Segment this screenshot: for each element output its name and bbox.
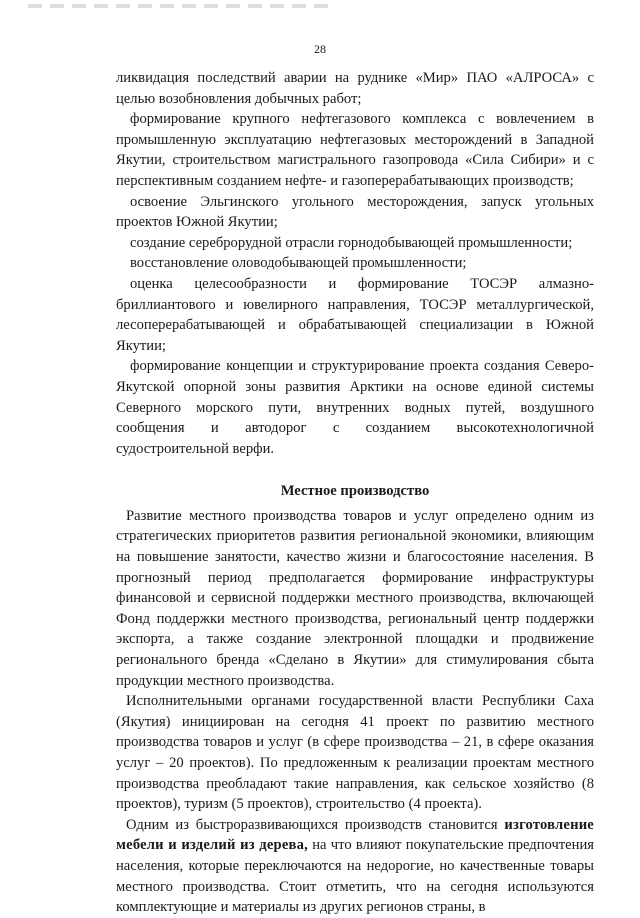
paragraph-text: на что влияют покупательские предпочтения населения, которые переключаются на недорогие, но качественные товары местного производства. Стоит отметить, что на сегодня используются комплектующие и материалы из других регионов страны, в	[116, 837, 594, 916]
body-paragraph: Исполнительными органами государственной власти Республики Саха (Якутия) инициирован на сегодня 41 проект по развитию местного производства товаров и услуг (в сфере производства – 21, в сфере оказания услуг – 20 проектов). По предложенным к реализации проектам местного производства преобладают такие направления, как сельское хозяйство (8 проектов), туризм (5 проектов), строительство (4 проекта).	[116, 693, 594, 813]
body-paragraph	[116, 815, 594, 918]
page-number: 28	[314, 42, 326, 56]
scan-artifact	[28, 4, 328, 8]
list-item: освоение Эльгинского угольного месторождения, запуск угольных проектов Южной Якутии;	[116, 193, 594, 231]
list-item: восстановление оловодобывающей промышленности;	[130, 255, 467, 272]
list-item: создание сереброрудной отрасли горнодобывающей промышленности;	[130, 234, 573, 251]
section-heading: Местное производство	[280, 483, 430, 500]
list-item: оценка целесообразности и формирование ТОСЭР алмазно-бриллиантового и ювелирного направления, ТОСЭР металлургической, лесоперерабатывающей и обрабатывающей специализации в Южной Якутии;	[116, 275, 594, 354]
page-content	[116, 68, 594, 918]
paragraph-text: Одним из быстроразвивающихся производств становится	[126, 816, 505, 833]
emphasized-text: изготовление мебели и изделий из дерева,	[116, 816, 594, 854]
list-item: формирование концепции и структурирование проекта создания Северо-Якутской опорной зоны развития Арктики на основе единой системы Северного морского пути, внутренних водных путей, воздушного сообщения и автодорог с созданием высокотехнологичной судостроительной верфи.	[116, 358, 594, 457]
body-paragraph: Развитие местного производства товаров и услуг определено одним из стратегических приоритетов развития региональной экономики, влияющим на повышение занятости, качество жизни и благосостояние населения. В прогнозный период предполагается формирование инфраструктуры финансовой и сервисной поддержки местного производства, включающей Фонд поддержки местного производства, региональный центр поддержки экспорта, а также создание электронной площадки и продвижение регионального бренда «Сделано в Якутии» для стимулирования сбыта продукции местного производства.	[116, 507, 594, 689]
list-item: ликвидация последствий аварии на руднике «Мир» ПАО «АЛРОСА» с целью возобновления добычных работ;	[116, 70, 594, 107]
list-item: формирование крупного нефтегазового комплекса с вовлечением в промышленную эксплуатацию нефтегазовых месторождений в Западной Якутии, строительством магистрального газопровода «Сила Сибири» и с перспективным созданием нефте- и газоперерабатывающих производств;	[116, 111, 594, 189]
